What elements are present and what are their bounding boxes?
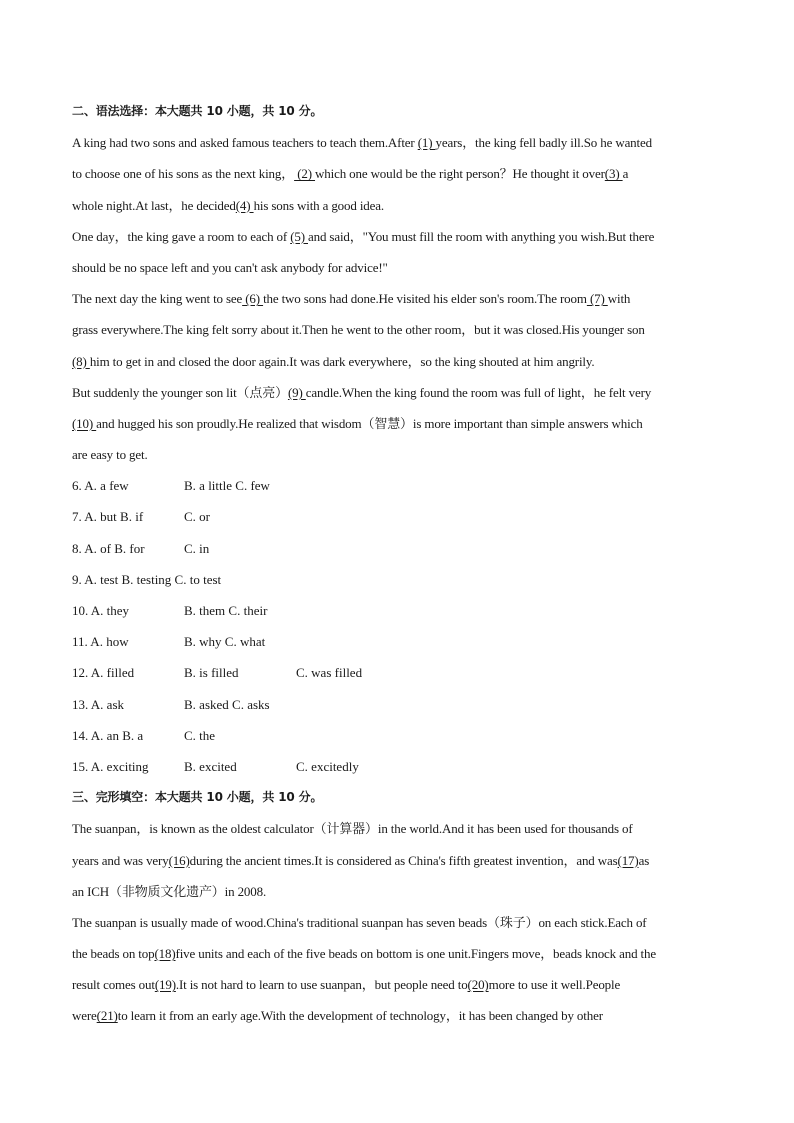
passage-text: years and was very	[72, 852, 169, 868]
passage-text: and hugged his son proudly.He realized that wisdom（智慧）is more important than simple answers which	[96, 415, 643, 431]
blank-number: (9)	[287, 384, 306, 400]
option-row	[72, 564, 722, 595]
section-heading-cloze: 三、完形填空：本大题共 10 小题，共 10 分。	[72, 790, 323, 805]
text-line	[72, 221, 722, 252]
text-line	[72, 377, 722, 408]
blank-number: (5)	[290, 228, 308, 244]
option-cell: 14. A. an B. a	[72, 727, 144, 743]
passage-text: and said，"You must fill the room with anything you wish.But there	[308, 228, 655, 244]
text-line	[72, 813, 722, 844]
passage-grammar	[72, 127, 722, 470]
passage-text: candle.When the king found the room was full of light，he felt very	[305, 384, 652, 400]
text-line	[72, 845, 722, 876]
option-row	[72, 657, 722, 688]
option-row	[72, 751, 722, 782]
option-cell: B. why C. what	[184, 634, 266, 650]
blank-number: (18)	[154, 946, 176, 962]
passage-text: a	[622, 166, 629, 182]
section-heading-grammar: 二、语法选择：本大题共 10 小题，共 10 分。	[72, 104, 323, 118]
option-cell: C. was filled	[296, 665, 363, 681]
blank-number: (21)	[96, 1008, 118, 1024]
option-cell: 6. A. a few	[72, 478, 129, 494]
passage-text: result comes out	[72, 977, 155, 993]
passage-text: as	[638, 852, 650, 868]
option-cell: B. asked C. asks	[184, 696, 270, 712]
option-cell: C. or	[184, 509, 210, 525]
passage-cloze	[72, 813, 722, 1031]
text-line	[72, 1000, 722, 1031]
option-cell: 13. A. ask	[72, 696, 124, 712]
blank-number: (1)	[417, 135, 436, 151]
option-cell: 15. A. exciting	[72, 758, 149, 774]
option-cell: 10. A. they	[72, 603, 130, 618]
text-line	[72, 907, 722, 938]
blank-number: (16)	[168, 852, 190, 868]
text-line	[72, 190, 722, 221]
option-cell: C. in	[184, 540, 210, 556]
option-cell: 11. A. how	[72, 634, 129, 650]
text-line	[72, 314, 722, 345]
text-line	[72, 252, 722, 283]
option-row	[72, 595, 722, 626]
blank-number: (17)	[617, 852, 639, 868]
blank-number: (19)	[154, 977, 176, 993]
text-line	[72, 346, 722, 377]
option-cell: B. excited	[184, 758, 237, 774]
passage-text: The suanpan，is known as the oldest calculator（计算器）in the world.And it has been used for thousands of	[72, 821, 633, 837]
option-row	[72, 501, 722, 532]
option-cell: 7. A. but B. if	[72, 509, 144, 525]
option-cell: 8. A. of B. for	[72, 540, 145, 556]
passage-text: The suanpan is usually made of wood.China's traditional suanpan has seven beads（珠子）on each stick.Each of	[72, 914, 647, 930]
passage-text: which one would be the right person？He thought it over	[315, 166, 605, 182]
passage-text: The next day the king went to see	[72, 291, 243, 307]
text-line	[72, 158, 722, 189]
passage-text: should be no space left and you can't ask anybody for advice!"	[72, 259, 388, 275]
passage-text: .It is not hard to learn to use suanpan，but people need to	[175, 977, 468, 993]
option-row	[72, 470, 722, 501]
document-page	[72, 96, 722, 1032]
option-cell: B. them C. their	[184, 603, 268, 618]
option-row	[72, 689, 722, 720]
passage-text: A king had two sons and asked famous teachers to teach them.After	[72, 135, 418, 151]
text-line	[72, 938, 722, 969]
option-cell: C. excitedly	[296, 758, 359, 774]
passage-text: But suddenly the younger son lit（点亮）	[72, 384, 288, 400]
blank-number: (4)	[235, 197, 254, 213]
passage-text: grass everywhere.The king felt sorry about it.Then he went to the other room，but it was closed.His younger son	[72, 322, 645, 338]
passage-text: an ICH（非物质文化遗产）in 2008.	[72, 883, 267, 899]
option-cell: C. the	[184, 727, 216, 743]
passage-text: the beads on top	[72, 946, 155, 962]
passage-text: his sons with a good idea.	[253, 197, 384, 213]
options-list	[72, 470, 722, 782]
passage-text: One day，the king gave a room to each of	[72, 228, 291, 244]
text-line	[72, 408, 722, 439]
passage-text: five units and each of the five beads on bottom is one unit.Fingers move，beads knock and the	[175, 946, 656, 962]
option-row	[72, 533, 722, 564]
text-line	[72, 283, 722, 314]
option-cell: B. a little C. few	[184, 478, 270, 494]
option-row	[72, 626, 722, 657]
blank-number: (3)	[604, 166, 623, 182]
blank-number: (8)	[72, 353, 90, 369]
blank-number: (6)	[242, 291, 264, 307]
passage-text: during the ancient times.It is considered as China's fifth greatest invention，and was	[189, 852, 618, 868]
passage-text: to learn it from an early age.With the development of technology，it has been changed by other	[117, 1008, 603, 1024]
option-cell: B. is filled	[184, 665, 239, 681]
passage-text: him to get in and closed the door again.It was dark everywhere，so the king shouted at him angrily.	[89, 353, 595, 369]
passage-text: are easy to get.	[72, 447, 148, 463]
passage-text: with	[607, 291, 631, 307]
passage-text: were	[72, 1008, 97, 1024]
option-cell: 9. A. test B. testing C. to test	[72, 571, 222, 587]
blank-number: (10)	[72, 415, 97, 431]
blank-number: (20)	[467, 977, 489, 993]
passage-text: more to use it well.People	[488, 977, 621, 993]
passage-text: to choose one of his sons as the next king，	[72, 166, 295, 182]
blank-number: (7)	[586, 291, 608, 307]
text-line	[72, 969, 722, 1000]
blank-number: (2)	[294, 166, 316, 182]
text-line	[72, 876, 722, 907]
passage-text: years，the king fell badly ill.So he wanted	[435, 135, 652, 151]
text-line	[72, 127, 722, 158]
passage-text: the two sons had done.He visited his elder son's room.The room	[263, 291, 587, 307]
passage-text: whole night.At last，he decided	[72, 197, 236, 213]
option-row	[72, 720, 722, 751]
text-line	[72, 439, 722, 470]
option-cell: 12. A. filled	[72, 665, 135, 681]
